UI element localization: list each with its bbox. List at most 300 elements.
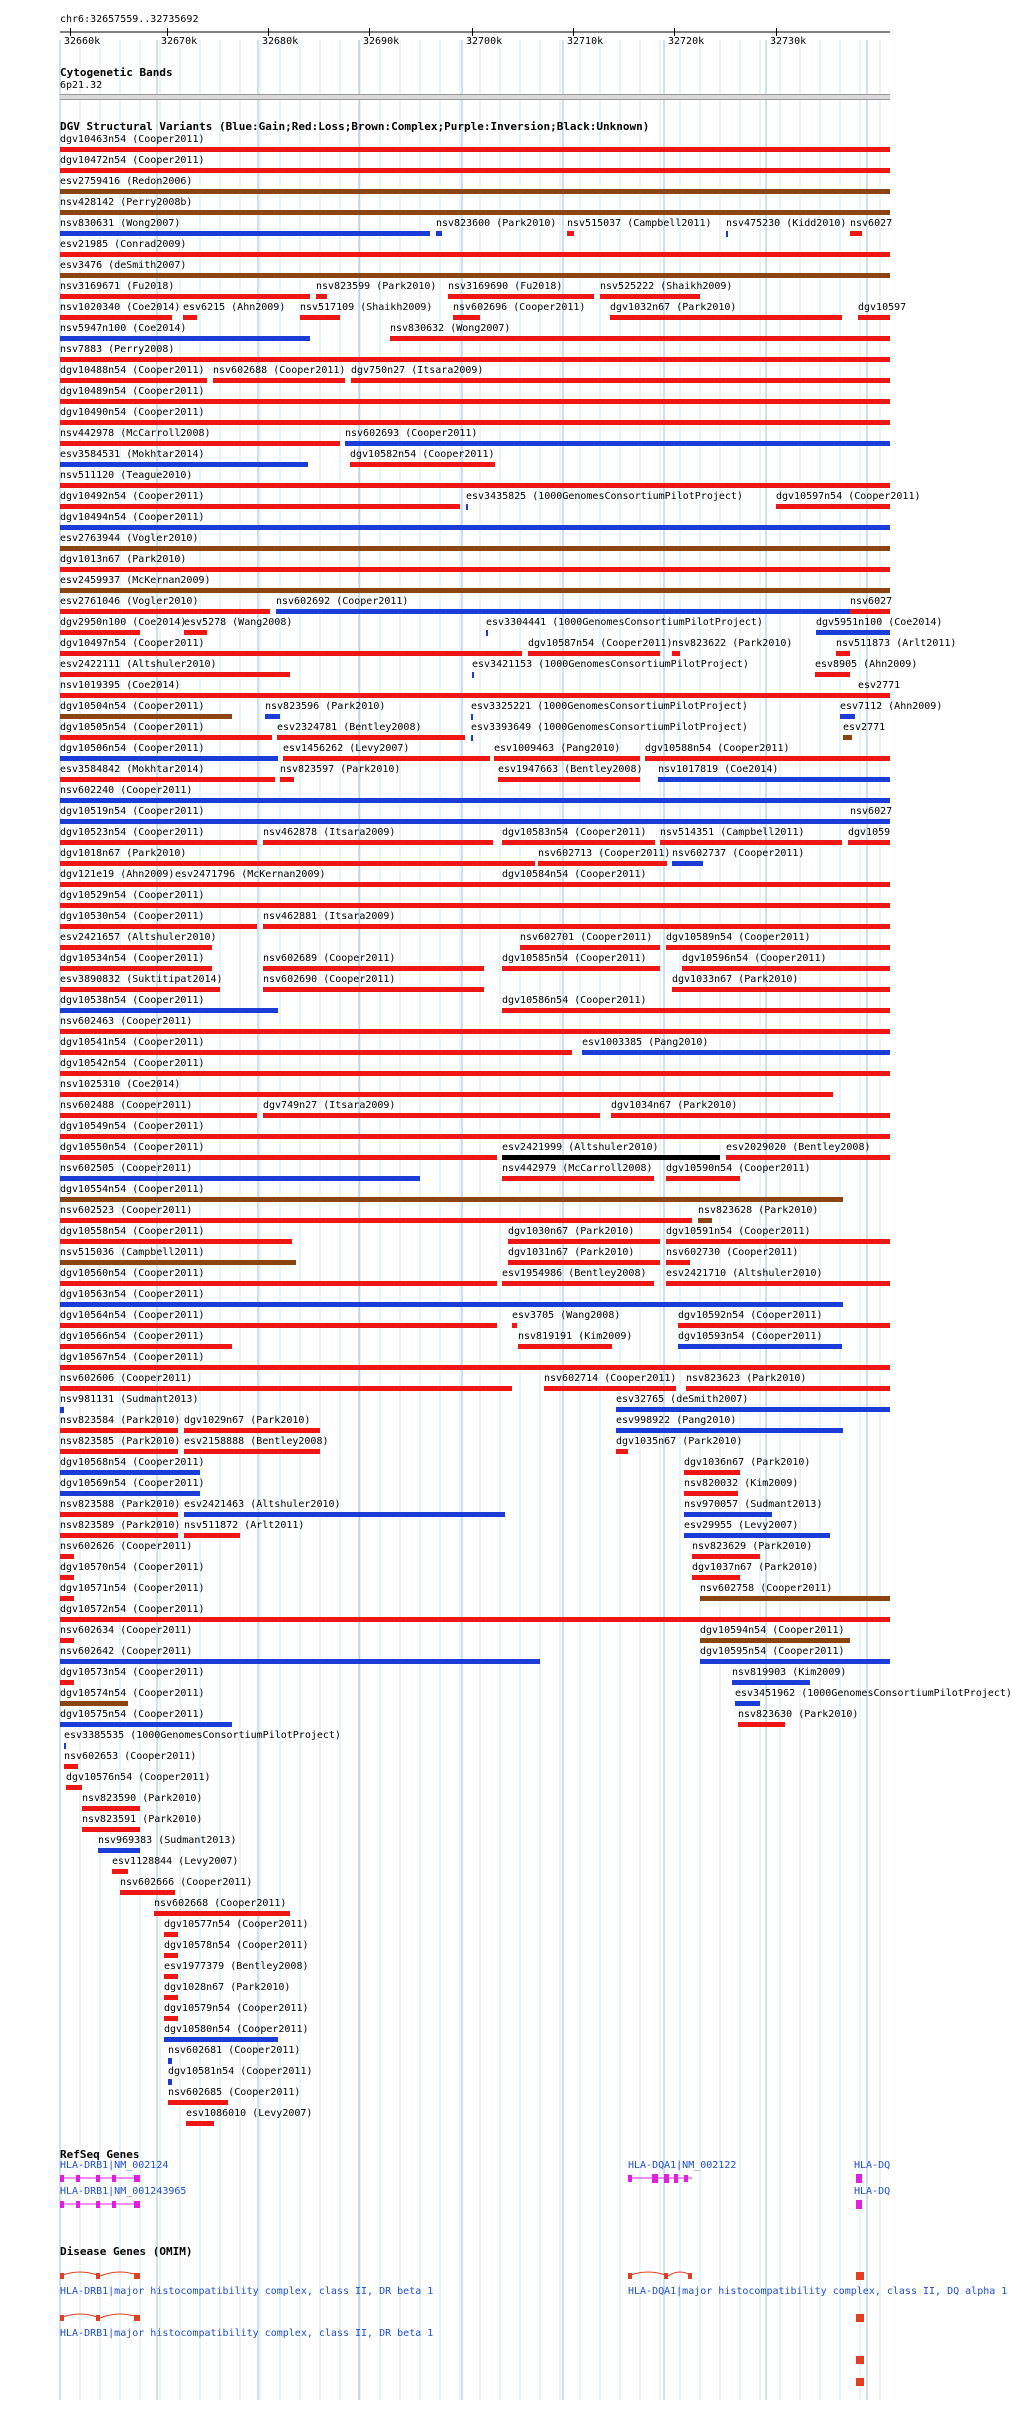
- sv-label[interactable]: nsv602523 (Cooper2011): [60, 1205, 193, 1216]
- sv-label[interactable]: esv3385535 (1000GenomesConsortiumPilotProject): [64, 1730, 341, 1741]
- sv-label[interactable]: esv2763944 (Vogler2010): [60, 533, 199, 544]
- sv-bar[interactable]: [684, 1533, 830, 1538]
- sv-label[interactable]: esv1009463 (Pang2010): [494, 743, 621, 754]
- sv-label[interactable]: nsv823623 (Park2010): [686, 1373, 807, 1384]
- sv-label[interactable]: nsv602693 (Cooper2011): [345, 428, 478, 439]
- sv-label[interactable]: dgv10576n54 (Cooper2011): [66, 1772, 211, 1783]
- sv-bar[interactable]: [698, 1218, 712, 1223]
- sv-bar[interactable]: [164, 1995, 178, 2000]
- sv-bar[interactable]: [502, 840, 655, 845]
- sv-label[interactable]: nsv823596 (Park2010): [265, 701, 386, 712]
- sv-label[interactable]: dgv10563n54 (Cooper2011): [60, 1289, 205, 1300]
- sv-bar[interactable]: [184, 630, 207, 635]
- sv-label[interactable]: dgv10589n54 (Cooper2011): [666, 932, 811, 943]
- sv-bar[interactable]: [502, 1155, 720, 1160]
- sv-label[interactable]: nsv602714 (Cooper2011): [544, 1373, 677, 1384]
- sv-label[interactable]: nsv462878 (Itsara2009): [263, 827, 396, 838]
- sv-label[interactable]: nsv602666 (Cooper2011): [120, 1877, 253, 1888]
- sv-label[interactable]: dgv10585n54 (Cooper2011): [502, 953, 647, 964]
- sv-bar[interactable]: [277, 735, 465, 740]
- sv-label[interactable]: nsv830632 (Wong2007): [390, 323, 511, 334]
- sv-bar[interactable]: [616, 1407, 890, 1412]
- sv-label[interactable]: dgv1013n67 (Park2010): [60, 554, 187, 565]
- sv-bar[interactable]: [600, 294, 700, 299]
- sv-bar[interactable]: [60, 1428, 178, 1433]
- sv-label[interactable]: dgv10566n54 (Cooper2011): [60, 1331, 205, 1342]
- sv-label[interactable]: nsv602505 (Cooper2011): [60, 1163, 193, 1174]
- sv-label[interactable]: dgv1030n67 (Park2010): [508, 1226, 635, 1237]
- sv-bar[interactable]: [726, 231, 728, 237]
- sv-bar[interactable]: [60, 1260, 296, 1265]
- sv-bar[interactable]: [735, 1701, 760, 1706]
- sv-label[interactable]: dgv10578n54 (Cooper2011): [164, 1940, 309, 1951]
- sv-label[interactable]: esv3476 (deSmith2007): [60, 260, 187, 271]
- sv-bar[interactable]: [848, 840, 890, 845]
- sv-bar[interactable]: [390, 336, 890, 341]
- sv-bar[interactable]: [263, 966, 484, 971]
- sv-label[interactable]: esv3393649 (1000GenomesConsortiumPilotProject): [471, 722, 748, 733]
- sv-bar[interactable]: [700, 1596, 890, 1601]
- sv-label[interactable]: dgv750n27 (Itsara2009): [351, 365, 484, 376]
- sv-bar[interactable]: [700, 1659, 890, 1664]
- sv-label[interactable]: nsv602240 (Cooper2011): [60, 785, 193, 796]
- sv-label[interactable]: esv1128844 (Levy2007): [112, 1856, 239, 1867]
- sv-label[interactable]: dgv1059: [848, 827, 891, 838]
- sv-label[interactable]: nsv820032 (Kim2009): [684, 1478, 799, 1489]
- sv-bar[interactable]: [60, 567, 890, 572]
- sv-label[interactable]: nsv442978 (McCarroll2008): [60, 428, 211, 439]
- sv-label[interactable]: nsv823600 (Park2010): [436, 218, 557, 229]
- sv-label[interactable]: dgv10583n54 (Cooper2011): [502, 827, 647, 838]
- sv-bar[interactable]: [843, 735, 852, 740]
- sv-label[interactable]: esv2421657 (Altshuler2010): [60, 932, 217, 943]
- sv-bar[interactable]: [263, 1113, 600, 1118]
- sv-label[interactable]: esv2771: [858, 680, 901, 691]
- sv-bar[interactable]: [300, 315, 340, 320]
- sv-label[interactable]: dgv10591n54 (Cooper2011): [666, 1226, 811, 1237]
- sv-label[interactable]: esv1456262 (Levy2007): [283, 743, 410, 754]
- sv-label[interactable]: dgv10490n54 (Cooper2011): [60, 407, 205, 418]
- sv-bar[interactable]: [60, 1176, 420, 1181]
- sv-label[interactable]: nsv602488 (Cooper2011): [60, 1100, 193, 1111]
- sv-bar[interactable]: [692, 1575, 740, 1580]
- sv-label[interactable]: dgv10588n54 (Cooper2011): [645, 743, 790, 754]
- sv-label[interactable]: esv2422111 (Altshuler2010): [60, 659, 217, 670]
- sv-label[interactable]: nsv823588 (Park2010): [60, 1499, 181, 1510]
- sv-label[interactable]: esv3451962 (1000GenomesConsortiumPilotProject): [735, 1688, 1012, 1699]
- sv-label[interactable]: dgv10550n54 (Cooper2011): [60, 1142, 205, 1153]
- sv-label[interactable]: nsv602653 (Cooper2011): [64, 1751, 197, 1762]
- sv-label[interactable]: esv3325221 (1000GenomesConsortiumPilotProject): [471, 701, 748, 712]
- sv-bar[interactable]: [60, 168, 890, 173]
- sv-bar[interactable]: [265, 714, 280, 719]
- sv-label[interactable]: nsv1017819 (Coe2014): [658, 764, 779, 775]
- sv-label[interactable]: esv3435825 (1000GenomesConsortiumPilotProject): [466, 491, 743, 502]
- sv-label[interactable]: nsv7883 (Perry2008): [60, 344, 175, 355]
- sv-label[interactable]: dgv10573n54 (Cooper2011): [60, 1667, 205, 1678]
- sv-bar[interactable]: [486, 630, 488, 636]
- sv-label[interactable]: dgv1032n67 (Park2010): [610, 302, 737, 313]
- sv-label[interactable]: dgv10569n54 (Cooper2011): [60, 1478, 205, 1489]
- sv-label[interactable]: dgv10579n54 (Cooper2011): [164, 2003, 309, 2014]
- refseq-gene-label[interactable]: HLA-DRB1|NM_001243965: [60, 2186, 187, 2197]
- sv-label[interactable]: dgv10586n54 (Cooper2011): [502, 995, 647, 1006]
- sv-bar[interactable]: [184, 1428, 320, 1433]
- sv-bar[interactable]: [120, 1890, 175, 1895]
- sv-bar[interactable]: [60, 147, 890, 152]
- sv-bar[interactable]: [60, 630, 140, 635]
- sv-label[interactable]: nsv823599 (Park2010): [316, 281, 437, 292]
- sv-bar[interactable]: [518, 1344, 612, 1349]
- sv-bar[interactable]: [351, 378, 890, 383]
- sv-bar[interactable]: [494, 756, 640, 761]
- sv-bar[interactable]: [60, 420, 890, 425]
- sv-label[interactable]: dgv10549n54 (Cooper2011): [60, 1121, 205, 1132]
- sv-label[interactable]: esv6215 (Ahn2009): [183, 302, 286, 313]
- sv-bar[interactable]: [544, 1386, 676, 1391]
- sv-label[interactable]: nsv602634 (Cooper2011): [60, 1625, 193, 1636]
- sv-bar[interactable]: [726, 1155, 890, 1160]
- sv-bar[interactable]: [60, 1029, 890, 1034]
- sv-label[interactable]: dgv1036n67 (Park2010): [684, 1457, 811, 1468]
- sv-label[interactable]: esv2421710 (Altshuler2010): [666, 1268, 823, 1279]
- sv-bar[interactable]: [60, 1113, 257, 1118]
- sv-label[interactable]: esv2324781 (Bentley2008): [277, 722, 422, 733]
- sv-bar[interactable]: [850, 609, 890, 614]
- sv-label[interactable]: esv1947663 (Bentley2008): [498, 764, 643, 775]
- sv-bar[interactable]: [816, 630, 890, 635]
- sv-bar[interactable]: [502, 1176, 654, 1181]
- sv-bar[interactable]: [60, 1470, 200, 1475]
- sv-bar[interactable]: [684, 1491, 738, 1496]
- sv-bar[interactable]: [60, 252, 890, 257]
- sv-label[interactable]: esv3584842 (Mokhtar2014): [60, 764, 205, 775]
- sv-label[interactable]: dgv10489n54 (Cooper2011): [60, 386, 205, 397]
- sv-bar[interactable]: [60, 966, 212, 971]
- sv-bar[interactable]: [686, 1386, 890, 1391]
- sv-label[interactable]: dgv10542n54 (Cooper2011): [60, 1058, 205, 1069]
- sv-bar[interactable]: [60, 1281, 497, 1286]
- sv-bar[interactable]: [60, 1533, 178, 1538]
- sv-bar[interactable]: [471, 714, 473, 720]
- sv-bar[interactable]: [184, 1449, 320, 1454]
- sv-label[interactable]: esv2029020 (Bentley2008): [726, 1142, 871, 1153]
- sv-label[interactable]: nsv602688 (Cooper2011): [213, 365, 346, 376]
- sv-bar[interactable]: [466, 504, 468, 510]
- sv-bar[interactable]: [60, 903, 890, 908]
- sv-bar[interactable]: [213, 378, 345, 383]
- sv-bar[interactable]: [60, 588, 890, 593]
- sv-label[interactable]: esv998922 (Pang2010): [616, 1415, 737, 1426]
- sv-label[interactable]: dgv10529n54 (Cooper2011): [60, 890, 205, 901]
- sv-label[interactable]: nsv517109 (Shaikh2009): [300, 302, 433, 313]
- sv-bar[interactable]: [263, 924, 890, 929]
- sv-bar[interactable]: [60, 1722, 232, 1727]
- sv-label[interactable]: nsv981131 (Sudmant2013): [60, 1394, 199, 1405]
- sv-bar[interactable]: [672, 861, 703, 866]
- sv-label[interactable]: dgv1034n67 (Park2010): [611, 1100, 738, 1111]
- sv-label[interactable]: nsv602463 (Cooper2011): [60, 1016, 193, 1027]
- sv-bar[interactable]: [850, 231, 862, 236]
- sv-bar[interactable]: [502, 1008, 890, 1013]
- sv-label[interactable]: esv2459937 (McKernan2009): [60, 575, 211, 586]
- sv-label[interactable]: nsv602668 (Cooper2011): [154, 1898, 287, 1909]
- sv-bar[interactable]: [60, 1701, 128, 1706]
- sv-bar[interactable]: [60, 1554, 74, 1559]
- sv-label[interactable]: esv3890832 (Suktitipat2014): [60, 974, 223, 985]
- sv-bar[interactable]: [164, 1932, 178, 1937]
- sv-bar[interactable]: [345, 441, 890, 446]
- sv-label[interactable]: dgv10597n54 (Cooper2011): [776, 491, 921, 502]
- refseq-gene-label[interactable]: HLA-DQ: [854, 2160, 891, 2171]
- sv-bar[interactable]: [678, 1323, 890, 1328]
- sv-bar[interactable]: [60, 189, 890, 194]
- sv-bar[interactable]: [684, 1470, 740, 1475]
- sv-label[interactable]: dgv10463n54 (Cooper2011): [60, 134, 205, 145]
- sv-bar[interactable]: [60, 1575, 74, 1580]
- sv-label[interactable]: esv1003385 (Pang2010): [582, 1037, 709, 1048]
- sv-bar[interactable]: [60, 1050, 572, 1055]
- sv-bar[interactable]: [263, 840, 493, 845]
- sv-label[interactable]: dgv10530n54 (Cooper2011): [60, 911, 205, 922]
- sv-label[interactable]: nsv823591 (Park2010): [82, 1814, 203, 1825]
- sv-label[interactable]: dgv10575n54 (Cooper2011): [60, 1709, 205, 1720]
- sv-bar[interactable]: [60, 798, 890, 803]
- sv-bar[interactable]: [64, 1743, 66, 1749]
- sv-label[interactable]: esv32765 (deSmith2007): [616, 1394, 749, 1405]
- sv-label[interactable]: nsv1025310 (Coe2014): [60, 1079, 181, 1090]
- sv-label[interactable]: nsv475230 (Kidd2010): [726, 218, 847, 229]
- sv-bar[interactable]: [60, 1155, 497, 1160]
- sv-bar[interactable]: [60, 462, 308, 467]
- sv-label[interactable]: dgv10492n54 (Cooper2011): [60, 491, 205, 502]
- sv-bar[interactable]: [60, 273, 890, 278]
- sv-bar[interactable]: [840, 714, 855, 719]
- sv-bar[interactable]: [471, 735, 473, 741]
- sv-label[interactable]: dgv10597: [858, 302, 907, 313]
- sv-label[interactable]: dgv10554n54 (Cooper2011): [60, 1184, 205, 1195]
- sv-label[interactable]: nsv511873 (Arlt2011): [836, 638, 957, 649]
- sv-bar[interactable]: [60, 609, 270, 614]
- sv-bar[interactable]: [666, 1176, 740, 1181]
- sv-label[interactable]: nsv515037 (Campbell2011): [567, 218, 712, 229]
- sv-bar[interactable]: [858, 693, 868, 698]
- sv-bar[interactable]: [528, 651, 660, 656]
- sv-bar[interactable]: [186, 2121, 214, 2126]
- sv-label[interactable]: nsv442979 (McCarroll2008): [502, 1163, 653, 1174]
- sv-label[interactable]: dgv10596n54 (Cooper2011): [682, 953, 827, 964]
- sv-bar[interactable]: [502, 1281, 654, 1286]
- sv-label[interactable]: dgv10564n54 (Cooper2011): [60, 1310, 205, 1321]
- sv-bar[interactable]: [263, 987, 484, 992]
- sv-bar[interactable]: [60, 483, 890, 488]
- sv-bar[interactable]: [512, 1323, 517, 1328]
- sv-bar[interactable]: [60, 1323, 497, 1328]
- sv-label[interactable]: dgv121e19 (Ahn2009): [60, 869, 175, 880]
- sv-label[interactable]: nsv823628 (Park2010): [698, 1205, 819, 1216]
- sv-label[interactable]: nsv6027: [850, 218, 893, 229]
- sv-label[interactable]: dgv10488n54 (Cooper2011): [60, 365, 205, 376]
- sv-bar[interactable]: [66, 1785, 82, 1790]
- sv-bar[interactable]: [183, 315, 197, 320]
- sv-bar[interactable]: [276, 609, 852, 614]
- sv-label[interactable]: esv21985 (Conrad2009): [60, 239, 187, 250]
- sv-bar[interactable]: [60, 819, 890, 824]
- sv-label[interactable]: esv1086010 (Levy2007): [186, 2108, 313, 2119]
- sv-label[interactable]: dgv2950n100 (Coe2014): [60, 617, 187, 628]
- sv-bar[interactable]: [60, 735, 272, 740]
- sv-label[interactable]: dgv10582n54 (Cooper2011): [350, 449, 495, 460]
- sv-bar[interactable]: [508, 1260, 660, 1265]
- sv-label[interactable]: esv7112 (Ahn2009): [840, 701, 943, 712]
- sv-bar[interactable]: [732, 1680, 810, 1685]
- sv-label[interactable]: dgv1035n67 (Park2010): [616, 1436, 743, 1447]
- sv-label[interactable]: dgv10568n54 (Cooper2011): [60, 1457, 205, 1468]
- omim-entry-label[interactable]: HLA-DQA1|major histocompatibility complex, class II, DQ alpha 1: [628, 2286, 1008, 2297]
- sv-label[interactable]: nsv5947n100 (Coe2014): [60, 323, 187, 334]
- sv-label[interactable]: nsv823622 (Park2010): [672, 638, 793, 649]
- sv-bar[interactable]: [666, 1260, 690, 1265]
- sv-label[interactable]: dgv10497n54 (Cooper2011): [60, 638, 205, 649]
- sv-label[interactable]: esv3421153 (1000GenomesConsortiumPilotProject): [472, 659, 749, 670]
- sv-bar[interactable]: [350, 462, 495, 467]
- sv-label[interactable]: dgv10538n54 (Cooper2011): [60, 995, 205, 1006]
- sv-bar[interactable]: [64, 1764, 78, 1769]
- sv-bar[interactable]: [520, 945, 660, 950]
- sv-label[interactable]: nsv602758 (Cooper2011): [700, 1583, 833, 1594]
- sv-bar[interactable]: [82, 1827, 140, 1832]
- sv-label[interactable]: esv3304441 (1000GenomesConsortiumPilotProject): [486, 617, 763, 628]
- sv-label[interactable]: esv29955 (Levy2007): [684, 1520, 799, 1531]
- sv-bar[interactable]: [666, 1281, 890, 1286]
- sv-label[interactable]: esv1977379 (Bentley2008): [164, 1961, 309, 1972]
- sv-bar[interactable]: [175, 882, 502, 887]
- refseq-gene-label[interactable]: HLA-DRB1|NM_002124: [60, 2160, 169, 2171]
- sv-bar[interactable]: [60, 840, 257, 845]
- sv-label[interactable]: dgv10523n54 (Cooper2011): [60, 827, 205, 838]
- sv-label[interactable]: nsv602692 (Cooper2011): [276, 596, 409, 607]
- sv-label[interactable]: dgv5951n100 (Coe2014): [816, 617, 943, 628]
- sv-label[interactable]: nsv462881 (Itsara2009): [263, 911, 396, 922]
- sv-label[interactable]: nsv823597 (Park2010): [280, 764, 401, 775]
- sv-label[interactable]: esv2158888 (Bentley2008): [184, 1436, 329, 1447]
- sv-bar[interactable]: [60, 693, 890, 698]
- sv-label[interactable]: dgv1029n67 (Park2010): [184, 1415, 311, 1426]
- sv-bar[interactable]: [60, 987, 220, 992]
- sv-bar[interactable]: [60, 357, 890, 362]
- sv-label[interactable]: dgv10577n54 (Cooper2011): [164, 1919, 309, 1930]
- sv-bar[interactable]: [60, 231, 430, 236]
- sv-label[interactable]: esv2421999 (Altshuler2010): [502, 1142, 659, 1153]
- sv-label[interactable]: nsv823630 (Park2010): [738, 1709, 859, 1720]
- sv-label[interactable]: nsv602689 (Cooper2011): [263, 953, 396, 964]
- sv-bar[interactable]: [60, 714, 232, 719]
- sv-label[interactable]: esv2421463 (Altshuler2010): [184, 1499, 341, 1510]
- sv-label[interactable]: esv2471796 (McKernan2009): [175, 869, 326, 880]
- sv-bar[interactable]: [611, 1113, 890, 1118]
- sv-label[interactable]: dgv749n27 (Itsara2009): [263, 1100, 396, 1111]
- sv-bar[interactable]: [60, 1512, 178, 1517]
- sv-bar[interactable]: [610, 315, 842, 320]
- sv-bar[interactable]: [60, 756, 278, 761]
- refseq-gene-label[interactable]: HLA-DQA1|NM_002122: [628, 2160, 737, 2171]
- sv-label[interactable]: dgv10519n54 (Cooper2011): [60, 806, 205, 817]
- sv-label[interactable]: dgv10572n54 (Cooper2011): [60, 1604, 205, 1615]
- sv-bar[interactable]: [616, 1449, 628, 1454]
- sv-label[interactable]: dgv10587n54 (Cooper2011): [528, 638, 673, 649]
- sv-label[interactable]: esv2771: [843, 722, 886, 733]
- sv-label[interactable]: dgv10590n54 (Cooper2011): [666, 1163, 811, 1174]
- sv-label[interactable]: dgv10593n54 (Cooper2011): [678, 1331, 823, 1342]
- sv-bar[interactable]: [60, 1449, 178, 1454]
- sv-bar[interactable]: [678, 1344, 842, 1349]
- sv-label[interactable]: esv1954986 (Bentley2008): [502, 1268, 647, 1279]
- sv-bar[interactable]: [60, 315, 172, 320]
- sv-bar[interactable]: [60, 399, 890, 404]
- sv-bar[interactable]: [60, 1596, 74, 1601]
- sv-bar[interactable]: [60, 210, 890, 215]
- sv-bar[interactable]: [60, 1008, 278, 1013]
- sv-bar[interactable]: [60, 1617, 890, 1622]
- sv-bar[interactable]: [283, 756, 490, 761]
- sv-bar[interactable]: [582, 1050, 890, 1055]
- sv-bar[interactable]: [776, 504, 890, 509]
- sv-label[interactable]: dgv1037n67 (Park2010): [692, 1562, 819, 1573]
- sv-label[interactable]: dgv10584n54 (Cooper2011): [502, 869, 647, 880]
- sv-label[interactable]: dgv1033n67 (Park2010): [672, 974, 799, 985]
- sv-bar[interactable]: [672, 987, 890, 992]
- sv-bar[interactable]: [508, 1239, 660, 1244]
- sv-bar[interactable]: [60, 1134, 890, 1139]
- sv-label[interactable]: nsv428142 (Perry2008b): [60, 197, 193, 208]
- sv-bar[interactable]: [472, 672, 474, 678]
- sv-bar[interactable]: [660, 840, 842, 845]
- sv-bar[interactable]: [700, 1638, 850, 1643]
- sv-label[interactable]: nsv6027: [850, 596, 893, 607]
- sv-bar[interactable]: [60, 1071, 890, 1076]
- sv-label[interactable]: esv8905 (Ahn2009): [815, 659, 918, 670]
- sv-label[interactable]: esv5278 (Wang2008): [184, 617, 293, 628]
- sv-label[interactable]: dgv10541n54 (Cooper2011): [60, 1037, 205, 1048]
- sv-bar[interactable]: [154, 1911, 290, 1916]
- sv-label[interactable]: nsv1020340 (Coe2014): [60, 302, 181, 313]
- sv-bar[interactable]: [60, 651, 522, 656]
- sv-label[interactable]: nsv6027: [850, 806, 893, 817]
- sv-bar[interactable]: [684, 1512, 772, 1517]
- sv-bar[interactable]: [502, 966, 660, 971]
- sv-bar[interactable]: [60, 1344, 232, 1349]
- sv-label[interactable]: nsv819903 (Kim2009): [732, 1667, 847, 1678]
- sv-label[interactable]: esv3584531 (Mokhtar2014): [60, 449, 205, 460]
- sv-label[interactable]: nsv819191 (Kim2009): [518, 1331, 633, 1342]
- sv-label[interactable]: dgv10494n54 (Cooper2011): [60, 512, 205, 523]
- sv-label[interactable]: nsv602730 (Cooper2011): [666, 1247, 799, 1258]
- sv-label[interactable]: dgv10504n54 (Cooper2011): [60, 701, 205, 712]
- sv-bar[interactable]: [60, 1407, 64, 1413]
- sv-label[interactable]: dgv10595n54 (Cooper2011): [700, 1646, 845, 1657]
- sv-bar[interactable]: [60, 1680, 74, 1685]
- sv-bar[interactable]: [672, 651, 680, 656]
- sv-label[interactable]: dgv10506n54 (Cooper2011): [60, 743, 205, 754]
- sv-bar[interactable]: [616, 1428, 843, 1433]
- sv-bar[interactable]: [738, 1722, 785, 1727]
- sv-label[interactable]: nsv602681 (Cooper2011): [168, 2045, 301, 2056]
- sv-bar[interactable]: [60, 1386, 512, 1391]
- sv-label[interactable]: dgv10534n54 (Cooper2011): [60, 953, 205, 964]
- sv-bar[interactable]: [858, 315, 890, 320]
- sv-label[interactable]: dgv10567n54 (Cooper2011): [60, 1352, 205, 1363]
- sv-label[interactable]: nsv823584 (Park2010): [60, 1415, 181, 1426]
